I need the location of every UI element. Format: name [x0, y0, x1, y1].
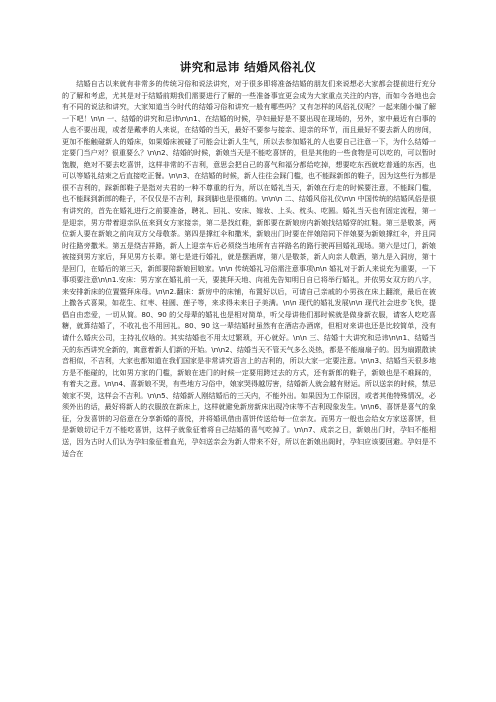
- page-title: 讲究和忌讳 结婚风俗礼仪: [179, 60, 317, 74]
- document-body-text: 结婚自古以来就有非常多的传统习俗和说法讲究，对于很多即将准备结婚的朋友们来说想必大家都会提前进行充分的了解和考虑，尤其是对于结婚前期我们需要进行了解的一些准备事宜更会成为大家重点关注的内容，而如今各地也会有不同的说法和讲究，大家知道当今时代的结婚习俗和讲究一般有哪些吗？又有怎样的风俗礼仪呢？一起来随小编了解一下吧！\n\n 一、结婚的讲究和忌讳\n\n1、在结婚的时候，孕妇最好是不要出现在现场的，另外，家中最近有白事的人也不要出现，或者是戴孝的人来说，在结婚的当天，最好不要参与接亲、迎亲的环节，而且最好不要去新人的房间，更加不能触碰新人的婚床，如果婚床被碰了可能会让新人生气，所以去参加婚礼的人也要自己注意一下，为什么结婚一定要门当户对？很重要么？\n\n2、结婚的时候，新娘当天是不能吃喜饼的，但是其他的一些食物是可以吃的，可以暂时饱腹，绝对不要去吃喜饼，这样非常的不吉利，意思会把自己的喜气和福分都给吃掉，想要吃东西就吃普通的东西，也可以等婚礼结束之后直接吃正餐。\n\n3、在结婚的时候，新人往往会踩门槛，也不能踩新郎的鞋子，因为这些行为都是很不吉利的，踩新郎鞋子是指对夫君的一种不尊重的行为，所以在婚礼当天，新娘在行走的时候要注意，不能踩门槛，也不能踩到新郎的鞋子，不仅仅是不吉利，踩到脚也是很痛的。\n\n\n 二、结婚风俗礼仪\n\n 中国传统的结婚风俗是很有讲究的，首先在婚礼进行之前要准备，聘礼、回礼、安床、嫁妆、上头、枕头、吃圆。婚礼当天也有固定流程，第一是迎亲，男方带着迎亲队伍来到女方家接亲，第二是找红鞋，新郎要在新娘房内新娘找结婚穿的红鞋。第三是敬茶，两位新人要在新娘之前向双方父母敬茶。第四是撑红伞和撒米，新娘出门时要在伴娘陪同下伴娘要为新娘撑红伞，并且同时往路旁撒米。第五是绕吉祥路，新人上迎亲车后必须绕当地所有吉祥路名的路行驶再回婚礼现场。第六是过门，新娘被接到男方家后，拜见男方长辈。第七是进行婚礼，就是摆酒席，第八是敬茶，新人向亲人敬酒，第九是入洞房，第十是回门，在婚后的第三天，新郎要陪新娘回娘家。\n\n 传统婚礼习俗需注意事项\n\n 婚礼对于新人来说充为重要，一下事项要注意\n\n1.安床：男方家在婚礼前一天，要挑拜天地、向祖先告知明日自已将举行婚礼，并依男女双方的八字，来安排新床的位置暨拜床母。\n\n2.翻床：新房中的床铺，布置好以后，可请自己亲戚的小男孩在床上翻滚，最后在被上撒各式喜果，如花生、红枣、桂圆、莲子等，来求得未来日子美满。\n\n 现代的婚礼发展\n\n 现代社会进步飞快，提倡自由恋爱，一切从简。80、90 的父母辈的婚礼也是相对简单，听父母讲他们那时候就是做身新衣服，请客人吃吃喜糖，就算结婚了，不收礼也不用回礼。80、90 这一辈结婚时虽然有在酒店办酒席，但相对来讲也还是比较简单，没有请什么婚庆公司，主持礼仪啥的。其实结婚也不用太过繁琐，开心就好。\n\n 三、结婚十大讲究和忌讳\n\n1、结婚当天的东西讲究全新的，寓意着新人们新的开始。\n\n2、结婚当天不管天气多么炎热，都是不能扇扇子的。因为扇跟散读音相似，不吉利，大家也都知道在我们国家是非常讲究语言上的吉利的，所以大家一定要注意。\n\n3、结婚当天很多地方是不能碰的，比如男方家的门槛，新娘在进门的时候一定要用跨过去的方式，还有新郎的鞋子，新娘也是不难踩的，有着夫之意。\n\n4、喜新娘不哭，有些地方习俗中，娘家哭得越厉害，结婚新人就会越有财运。所以送亲的时候，禁忌娘家不哭，这样会不吉利。\n\n5、结婚新人刚结婚后的三天内，不能外出。如果因为工作原因，或者其他特殊情况，必须外出的话，最好将新人的衣服放在新床上，这样就避免新房新床出现冷床等不吉利现象发生。\n\n6、喜饼是喜气的象征，分发喜饼的习俗意在分享新婚的喜悦，并将婚讯借由喜饼传送给每一位亲友。而男方一般也会给女方家送喜饼，但是新娘切记千万不能吃喜饼，这样子就象征着将自己结婚的喜气吃掉了。\n\n7、成亲之日，新娘出门时，孕妇不能相送，因为古时人们认为孕妇象征着血光，孕妇送亲会为新人带来不好，所以在新娘出阁时，孕妇应该要回避。孕妇是不适合在: [62, 79, 436, 458]
